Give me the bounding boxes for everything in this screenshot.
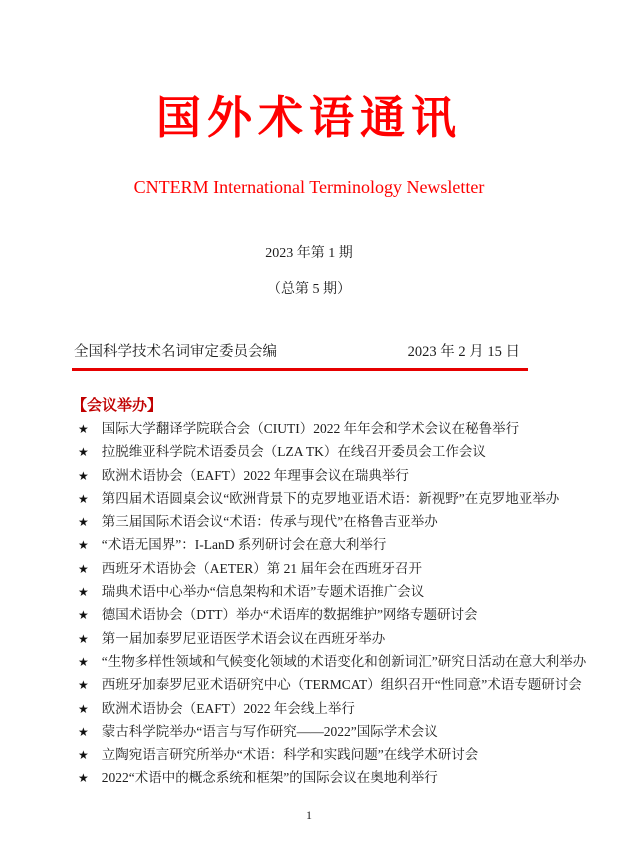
star-bullet-icon: ★ <box>78 468 89 483</box>
meeting-item-text: 第三届国际术语会议“术语：传承与现代”在格鲁吉亚举办 <box>101 514 438 530</box>
editor-name: 全国科学技术名词审定委员会编 <box>74 344 277 360</box>
star-bullet-icon: ★ <box>78 631 89 646</box>
meeting-item-text: 瑞典术语中心举办“信息架构和术语”专题术语推广会议 <box>101 584 425 600</box>
list-item <box>78 766 548 789</box>
meeting-item-text: “术语无国界”：I-LanD 系列研讨会在意大利举行 <box>101 537 387 553</box>
meeting-item-text: 欧洲术语协会（EAFT）2022 年理事会议在瑞典举行 <box>101 467 409 483</box>
volume-number: （总第 5 期） <box>267 282 351 297</box>
list-item <box>78 487 560 510</box>
list-item <box>78 417 548 440</box>
list-item <box>78 510 548 533</box>
newsletter-title: 国外术语通讯 <box>155 92 462 143</box>
list-item <box>78 743 548 766</box>
star-bullet-icon: ★ <box>78 585 89 600</box>
meeting-item-text: 第一届加泰罗尼亚语医学术语会议在西班牙举办 <box>101 630 386 646</box>
star-bullet-icon: ★ <box>78 724 89 739</box>
meeting-item-text: “生物多样性领域和气候变化领域的术语变化和创新词汇”研究日活动在意大利举办 <box>101 653 587 669</box>
list-item <box>78 650 587 673</box>
list-item <box>78 603 548 626</box>
star-bullet-icon: ★ <box>78 491 89 506</box>
meeting-item-text: 第四届术语圆桌会议“欧洲背景下的克罗地亚语术语：新视野”在克罗地亚举办 <box>101 490 560 506</box>
star-bullet-icon: ★ <box>78 701 89 716</box>
meeting-item-text: 立陶宛语言研究所举办“术语：科学和实践问题”在线学术研讨会 <box>101 747 479 763</box>
editor-row <box>74 343 520 362</box>
list-item <box>78 557 548 580</box>
meeting-item-text: 拉脱维亚科学院术语委员会（LZA TK）在线召开委员会工作会议 <box>101 444 486 460</box>
meeting-item-text: 德国术语协会（DTT）举办“术语库的数据维护”网络专题研讨会 <box>101 607 478 623</box>
list-item <box>78 533 548 556</box>
star-bullet-icon: ★ <box>78 654 89 669</box>
star-bullet-icon: ★ <box>78 538 89 553</box>
star-bullet-icon: ★ <box>78 678 89 693</box>
star-bullet-icon: ★ <box>78 608 89 623</box>
list-item <box>78 627 548 650</box>
list-item <box>78 440 548 463</box>
star-bullet-icon: ★ <box>78 445 89 460</box>
meeting-item-text: 西班牙术语协会（AETER）第 21 届年会在西班牙召开 <box>101 560 423 576</box>
newsletter-subtitle: CNTERM International Terminology Newsletter <box>133 177 485 197</box>
star-bullet-icon: ★ <box>78 771 89 786</box>
issue-number: 2023 年第 1 期 <box>265 246 353 261</box>
list-item <box>78 697 548 720</box>
list-item <box>78 673 582 696</box>
meeting-item-text: 国际大学翻译学院联合会（CIUTI）2022 年年会和学术会议在秘鲁举行 <box>101 421 520 436</box>
publish-date: 2023 年 2 月 15 日 <box>407 344 520 360</box>
star-bullet-icon: ★ <box>78 422 89 436</box>
meeting-item-text: 西班牙加泰罗尼亚术语研究中心（TERMCAT）组织召开“性同意”术语专题研讨会 <box>101 677 582 693</box>
list-item <box>78 580 548 603</box>
list-item <box>78 464 548 487</box>
meeting-item-text: 欧洲术语协会（EAFT）2022 年会线上举行 <box>101 700 355 716</box>
meeting-item-text: 2022“术语中的概念系统和框架”的国际会议在奥地利举行 <box>101 770 438 786</box>
star-bullet-icon: ★ <box>78 561 89 576</box>
star-bullet-icon: ★ <box>78 515 89 530</box>
section-header-meetings: 【会议举办】 <box>72 398 163 414</box>
meeting-item-text: 蒙古科学院举办“语言与写作研究——2022”国际学术会议 <box>101 723 438 739</box>
star-bullet-icon: ★ <box>78 748 89 763</box>
page-number: 1 <box>306 808 312 822</box>
list-item <box>78 720 548 743</box>
meeting-list <box>78 417 587 790</box>
red-divider <box>72 368 528 371</box>
